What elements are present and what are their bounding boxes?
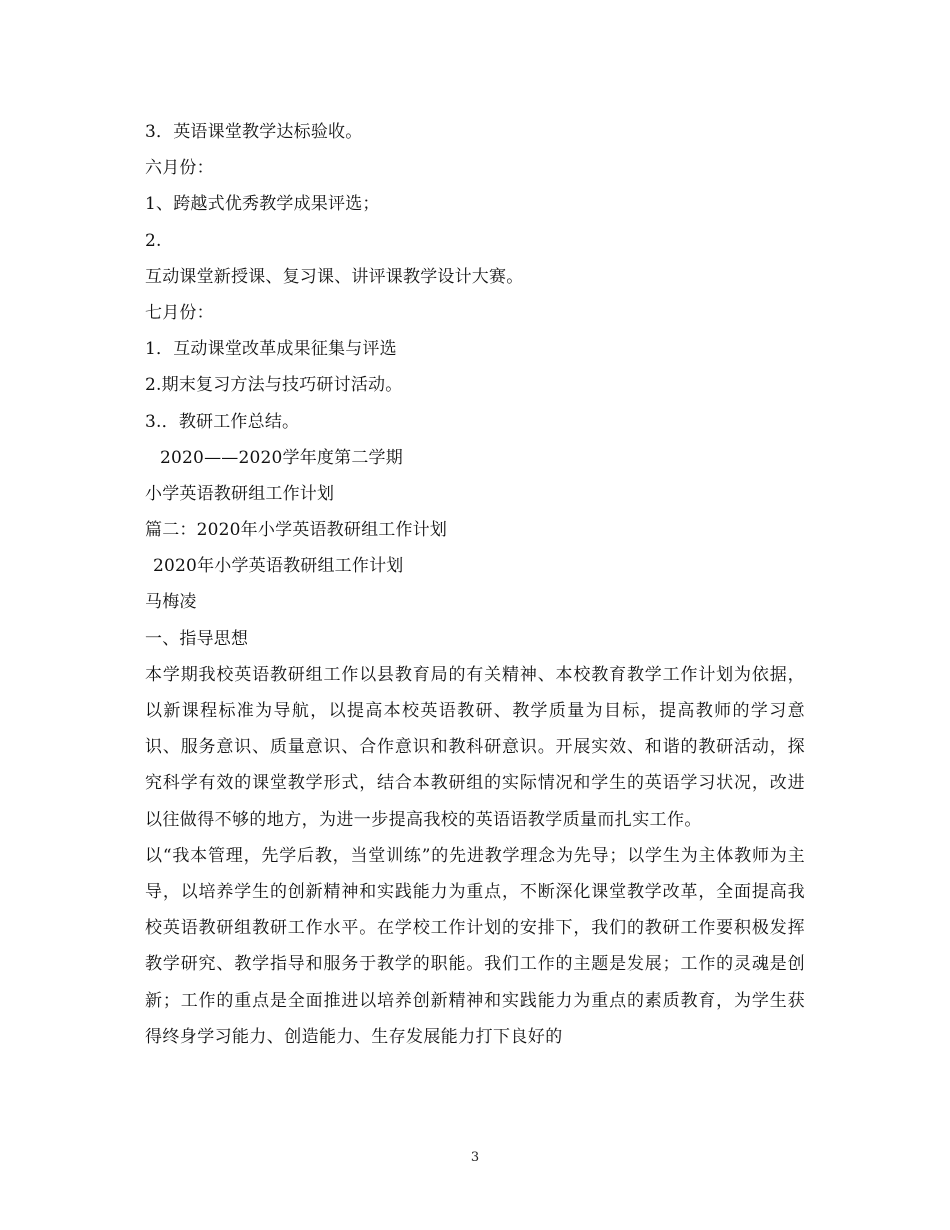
author-name: 马梅凌 [145,592,197,613]
chapter-title: 篇二：2020年小学英语教研组工作计划 [145,520,448,541]
text-line: 2.期末复习方法与技巧研讨活动。 [145,375,403,396]
document-body [145,114,805,1055]
body-paragraph: 本学期我校英语教研组工作以县教育局的有关精神、本校教育教学工作计划为依据，以新课程标准为导航，以提高本校英语教研、教学质量为目标，提高教师的学习意识、服务意识、质量意识、合作意识和教科研意识。开展实效、和谐的教研活动，探究科学有效的课堂教学形式，结合本教研组的实际情况和学生的英语学习状况，改进以往做得不够的地方，为进一步提高我校的英语语教学质量而扎实工作。 [145,664,805,830]
text-line: 3．英语课堂教学达标验收。 [145,122,363,142]
text-line: 1、跨越式优秀教学成果评选； [145,194,380,215]
section-heading-july: 七月份： [145,302,214,323]
page-number: 3 [470,1150,480,1165]
text-line: 3.．教研工作总结。 [145,411,300,432]
text-line: 2. [145,230,162,251]
section-heading-june: 六月份： [145,158,214,179]
text-line: 互动课堂新授课、复习课、讲评课教学设计大赛。 [145,266,524,287]
plan-title: 小学英语教研组工作计划 [145,483,335,504]
text-line: 1．互动课堂改革成果征集与评选 [145,339,397,360]
section-heading-guiding-ideology: 一、指导思想 [145,628,249,649]
body-paragraph: 以“我本管理，先学后教，当堂训练”的先进教学理念为先导；以学生为主体教师为主导，以培养学生的创新精神和实践能力为重点，不断深化课堂教学改革，全面提高我校英语教研组教研工作水平。在学校工作计划的安排下，我们的教研工作要积极发挥教学研究、教学指导和服务于教学的职能。我们工作的主题是发展；工作的灵魂是创新；工作的重点是全面推进以培养创新精神和实践能力为重点的素质教育，为学生获得终身学习能力、创造能力、生存发展能力打下良好的 [145,845,805,1047]
chapter-subtitle: 2020年小学英语教研组工作计划 [153,556,404,577]
semester-title: 2020——2020学年度第二学期 [160,447,403,468]
